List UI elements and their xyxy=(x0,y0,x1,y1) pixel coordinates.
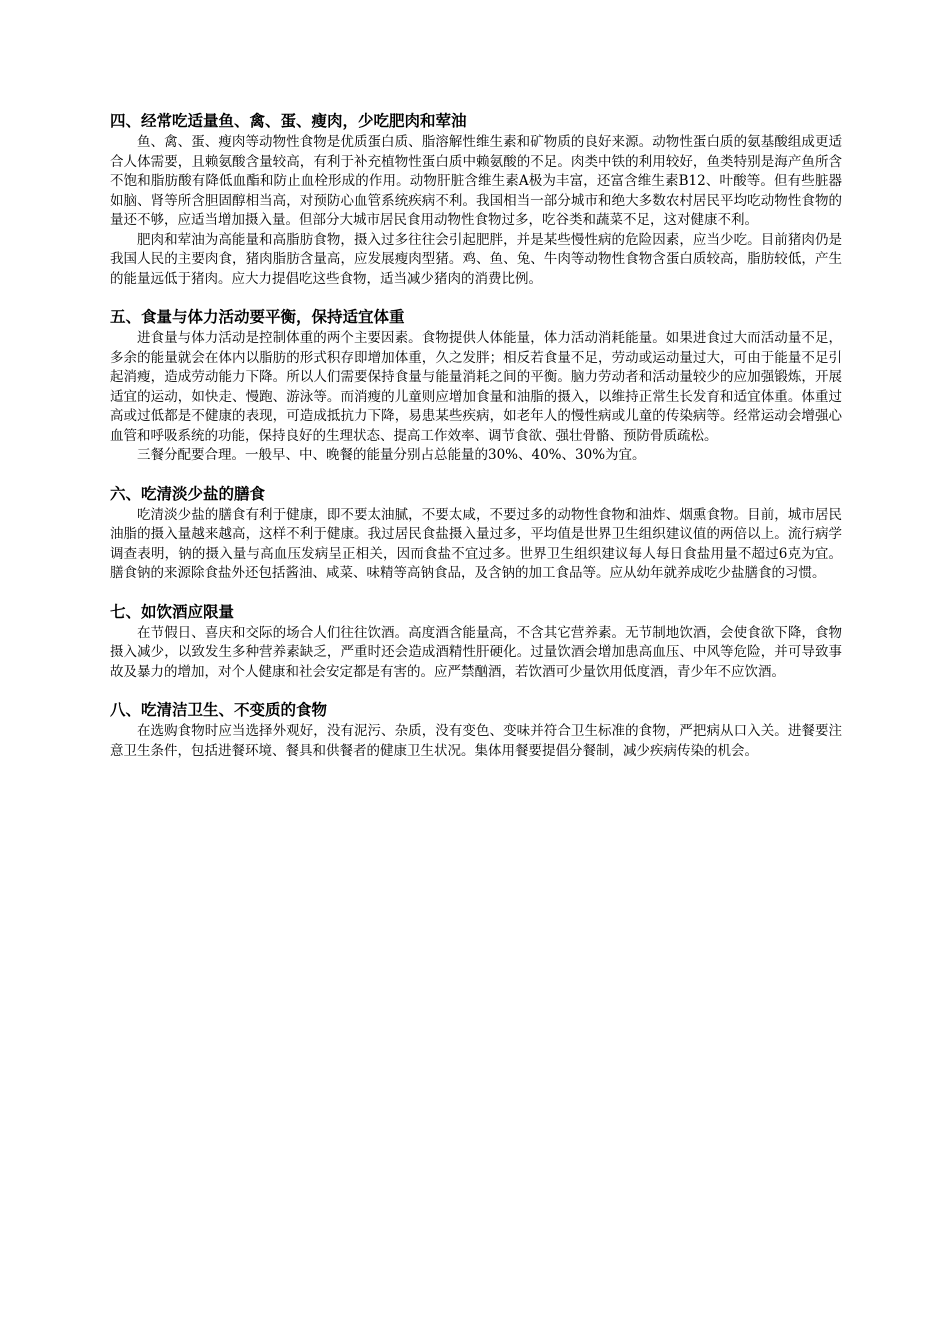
section-heading: 四、经常吃适量鱼、禽、蛋、瘦肉，少吃肥肉和荤油 xyxy=(110,112,467,130)
paragraph: 鱼、禽、蛋、瘦肉等动物性食物是优质蛋白质、脂溶解性维生素和矿物质的良好来源。动物性蛋白质的氨基酸组成更适合人体需要，且赖氨酸含量较高，有利于补充植物性蛋白质中赖氨酸的不足。肉类中铁的利用较好，鱼类特别是海产鱼所含不饱和脂肪酸有降低血酯和防止血栓形成的作用。动物肝脏含维生素A极为丰富，还富含维生素B12、叶酸等。但有些脏器如脑、肾等所含胆固醇相当高，对预防心血管系统疾病不利。我国相当一部分城市和绝大多数农村居民平均吃动物性食物的量还不够，应适当增加摄入量。但部分大城市居民食用动物性食物过多，吃谷类和蔬菜不足，这对健康不利。 xyxy=(110,134,842,228)
section-food-activity-balance xyxy=(110,306,842,466)
section-heading: 五、食量与体力活动要平衡，保持适宜体重 xyxy=(110,308,405,326)
paragraph: 吃清淡少盐的膳食有利于健康，即不要太油腻，不要太咸，不要过多的动物性食物和油炸、烟熏食物。目前，城市居民油脂的摄入量越来越高，这样不利于健康。我过居民食盐摄入量过多，平均值是世界卫生组织建议值的两倍以上。流行病学调查表明，钠的摄入量与高血压发病呈正相关，因而食盐不宜过多。世界卫生组织建议每人每日食盐用量不超过6克为宜。膳食钠的来源除食盐外还包括酱油、咸菜、味精等高钠食品，及含钠的加工食品等。应从幼年就养成吃少盐膳食的习惯。 xyxy=(110,506,842,581)
paragraph: 在选购食物时应当选择外观好，没有泥污、杂质，没有变色、变味并符合卫生标准的食物，严把病从口入关。进餐要注意卫生条件，包括进餐环境、餐具和供餐者的健康卫生状况。集体用餐要提倡分餐制，减少疾病传染的机会。 xyxy=(110,723,842,759)
section-heading: 八、吃清洁卫生、不变质的食物 xyxy=(110,701,328,719)
section-heading: 六、吃清淡少盐的膳食 xyxy=(110,484,266,503)
paragraph: 肥肉和荤油为高能量和高脂肪食物，摄入过多往往会引起肥胖，并是某些慢性病的危险因素，应当少吃。目前猪肉仍是我国人民的主要肉食，猪肉脂肪含量高，应发展瘦肉型猪。鸡、鱼、兔、牛肉等动物性食物含蛋白质较高，脂肪较低，产生的能量远低于猪肉。应大力提倡吃这些食物，适当减少猪肉的消费比例。 xyxy=(110,231,842,287)
section-light-low-salt-diet xyxy=(110,483,842,584)
section-limit-alcohol xyxy=(110,601,842,683)
section-heading: 七、如饮酒应限量 xyxy=(110,602,235,621)
paragraph: 在节假日、喜庆和交际的场合人们往往饮酒。高度酒含能量高，不含其它营养素。无节制地饮酒，会使食欲下降，食物摄入减少，以致发生多种营养素缺乏，严重时还会造成酒精性肝硬化。过量饮酒会增加患高血压、中风等危险，并可导致事故及暴力的增加，对个人健康和社会安定都是有害的。应严禁酗酒，若饮酒可少量饮用低度酒，青少年不应饮酒。 xyxy=(110,624,842,680)
paragraph: 进食量与体力活动是控制体重的两个主要因素。食物提供人体能量，体力活动消耗能量。如果进食过大而活动量不足，多余的能量就会在体内以脂肪的形式积存即增加体重，久之发胖；相反若食量不足，劳动或运动量过大，可由于能量不足引起消瘦，造成劳动能力下降。所以人们需要保持食量与能量消耗之间的平衡。脑力劳动者和活动量较少的应加强锻炼，开展适宜的运动，如快走、慢跑、游泳等。而消瘦的儿童则应增加食量和油脂的摄入，以维持正常生长发育和适宜体重。体重过高或过低都是不健康的表现，可造成抵抗力下降，易患某些疾病，如老年人的慢性病或儿童的传染病等。经常运动会增强心血管和呼吸系统的功能，保持良好的生理状态、提高工作效率、调节食欲、强壮骨骼、预防骨质疏松。 xyxy=(110,330,842,444)
document-page xyxy=(110,110,842,778)
section-fish-poultry-eggs xyxy=(110,110,842,289)
paragraph: 三餐分配要合理。一般早、中、晚餐的能量分别占总能量的30%、40%、30%为宜。 xyxy=(137,447,646,463)
section-clean-food xyxy=(110,699,842,761)
